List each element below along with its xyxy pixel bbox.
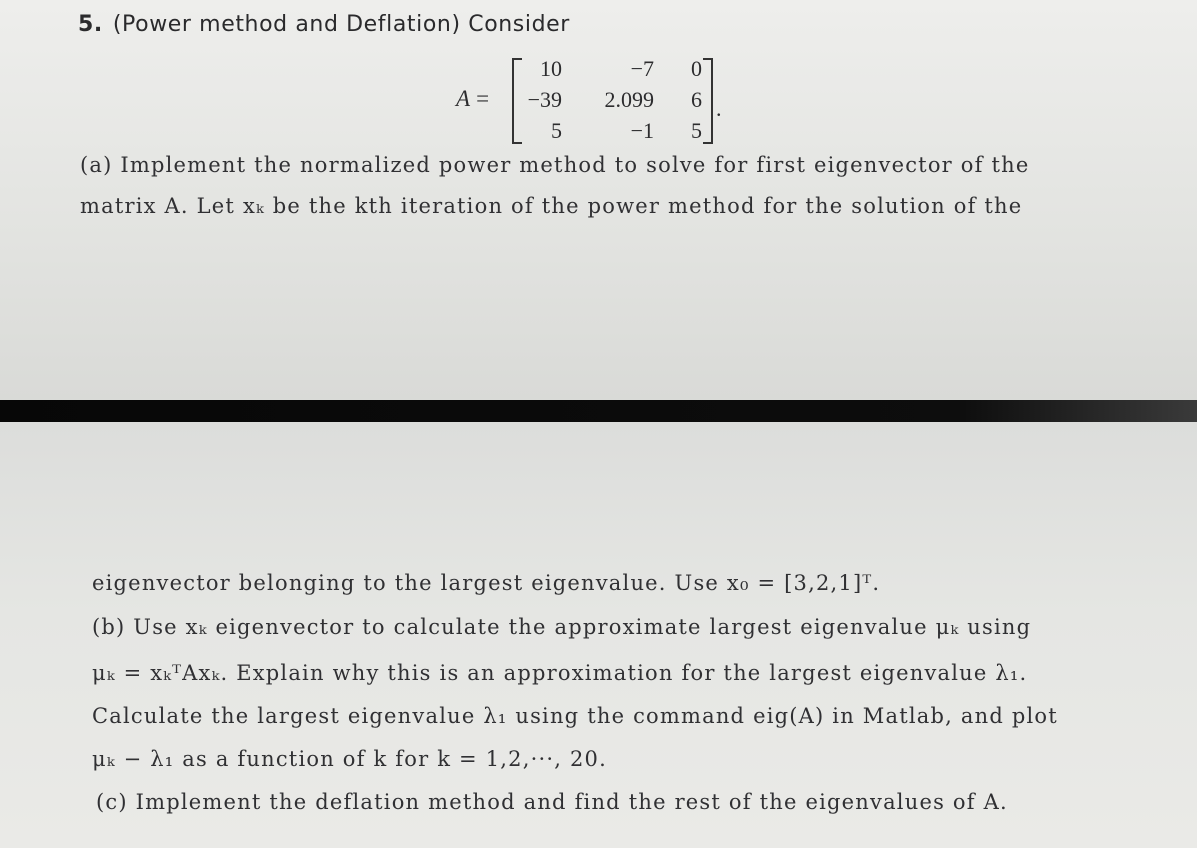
matrix-cell-r3c2: −1 <box>630 118 654 143</box>
part-a-line-3: eigenvector belonging to the largest eigenvalue. Use x₀ = [3,2,1]ᵀ. <box>92 571 881 595</box>
matrix-right-bracket <box>703 58 713 144</box>
matrix-cell-r3c3: 5 <box>691 118 702 143</box>
matrix-cell-r2c3: 6 <box>691 87 702 112</box>
matrix-cell-r2c2: 2.099 <box>604 87 654 112</box>
problem-number: 5. <box>78 12 103 37</box>
part-b-line-3: Calculate the largest eigenvalue λ₁ using the command eig(A) in Matlab, and plot <box>92 704 1058 728</box>
matrix-name: A <box>456 86 471 111</box>
black-divider-band <box>0 400 1197 422</box>
part-b-line-4: μₖ − λ₁ as a function of k for k = 1,2,···, 20. <box>92 747 607 771</box>
part-c-line-1: (c) Implement the deflation method and find the rest of the eigenvalues of A. <box>96 790 1008 814</box>
matrix-cell-r3c1: 5 <box>551 118 562 143</box>
matrix-cell-r1c3: 0 <box>691 56 702 81</box>
matrix-cell-r1c2: −7 <box>630 56 654 81</box>
matrix-lhs <box>456 86 489 112</box>
matrix-cell-r2c1: −39 <box>527 87 562 112</box>
part-a-line-1: (a) Implement the normalized power method to solve for first eigenvector of the <box>80 153 1030 177</box>
problem-heading <box>78 12 570 37</box>
problem-title: (Power method and Deflation) Consider <box>112 12 570 37</box>
matrix-trailing-period: . <box>716 96 722 121</box>
matrix-equals: = <box>476 86 490 111</box>
part-b-line-1: (b) Use xₖ eigenvector to calculate the approximate largest eigenvalue μₖ using <box>92 615 1032 639</box>
matrix-cell-r1c1: 10 <box>540 56 562 81</box>
part-a-line-2: matrix A. Let xₖ be the kth iteration of the power method for the solution of the <box>80 194 1023 218</box>
part-b-line-2: μₖ = xₖᵀAxₖ. Explain why this is an approximation for the largest eigenvalue λ₁. <box>92 661 1028 685</box>
